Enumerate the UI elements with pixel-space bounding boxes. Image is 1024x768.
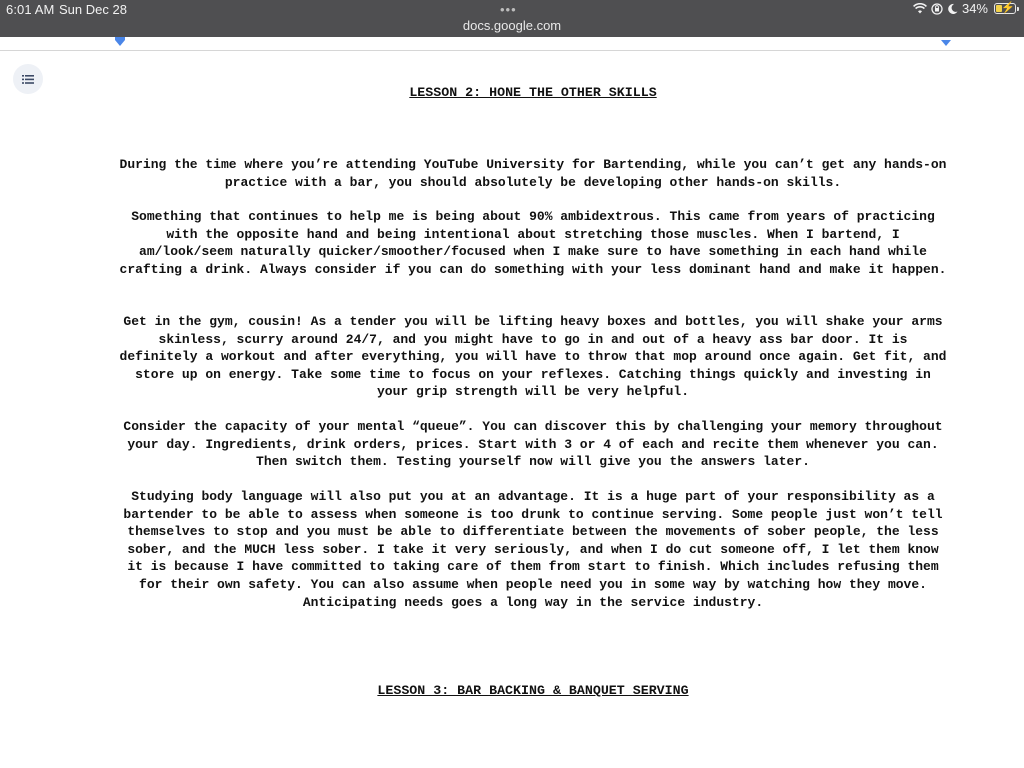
url-bar[interactable]: docs.google.com [462, 18, 562, 33]
browser-top-bar [0, 0, 1024, 37]
paragraph-ambidextrous: Something that continues to help me is being about 90% ambidextrous. This came from years of practicing with the opposite hand and being intentional about stretching those muscles. When I bartend, I am/look/seem naturally quicker/smoother/focused when I make sure to have something in each hand while crafting a drink. Always consider if you can do something with your less dominant hand and make it happen. [119, 209, 947, 277]
docs-ruler [0, 37, 1010, 51]
orientation-lock-icon [931, 3, 943, 15]
status-date: Sun Dec 28 [59, 2, 127, 17]
document-outline-button[interactable] [13, 64, 43, 94]
battery-percent: 34% [961, 1, 988, 16]
moon-icon [947, 3, 958, 15]
more-dots-button[interactable]: ••• [500, 2, 517, 17]
paragraph-body-language: Studying body language will also put you at an advantage. It is a huge part of your responsibility as a bartender to be able to assess when someone is too drunk to continue serving. Some people just won’t tell themselves to stop and you must be able to differentiate between the movements of sober people, the less sober, and the MUCH less sober. I take it very seriously, and when I do cut someone off, I let them know it is because I have committed to taking care of them from start to finish. Which includes refusing them for their own safety. You can also assume when people need you in some way by watching how they move. Anticipating needs goes a long way in the service industry. [123, 489, 943, 610]
wifi-icon [913, 3, 927, 14]
paragraph-gym: Get in the gym, cousin! As a tender you will be lifting heavy boxes and bottles, you will shake your arms skinless, scurry around 24/7, and you might have to go in and out of a heavy ass bar door. It is definitely a workout and after everything, you will have to throw that mop around once again. Get fit, and store up on energy. Take some time to focus on your reflexes. Catching things quickly and investing in your grip strength will be very helpful. [119, 314, 947, 400]
status-time: 6:01 AM [6, 2, 55, 17]
left-indent-marker[interactable] [115, 40, 125, 46]
paragraph-hands-on-skills: During the time where you’re attending YouTube University for Bartending, while you can’t get any hands-on practice with a bar, you should absolutely be developing other hands-on skills. [119, 157, 947, 190]
document-page[interactable] [0, 50, 1024, 768]
bolt-icon: ⚡ [1001, 2, 1015, 14]
battery-charging-icon [994, 3, 1016, 14]
paragraph-mental-queue: Consider the capacity of your mental “queue”. You can discover this by challenging your memory throughout your day. Ingredients, drink orders, prices. Start with 3 or 4 of each and recite them whenever you can. Then switch them. Testing yourself now will give you the answers later. [123, 419, 943, 470]
right-indent-marker[interactable] [941, 40, 951, 46]
lesson-2-heading: LESSON 2: HONE THE OTHER SKILLS [409, 85, 657, 100]
lesson-3-heading: LESSON 3: BAR BACKING & BANQUET SERVING [377, 683, 689, 698]
list-icon [22, 75, 34, 84]
status-icons [913, 1, 1016, 16]
